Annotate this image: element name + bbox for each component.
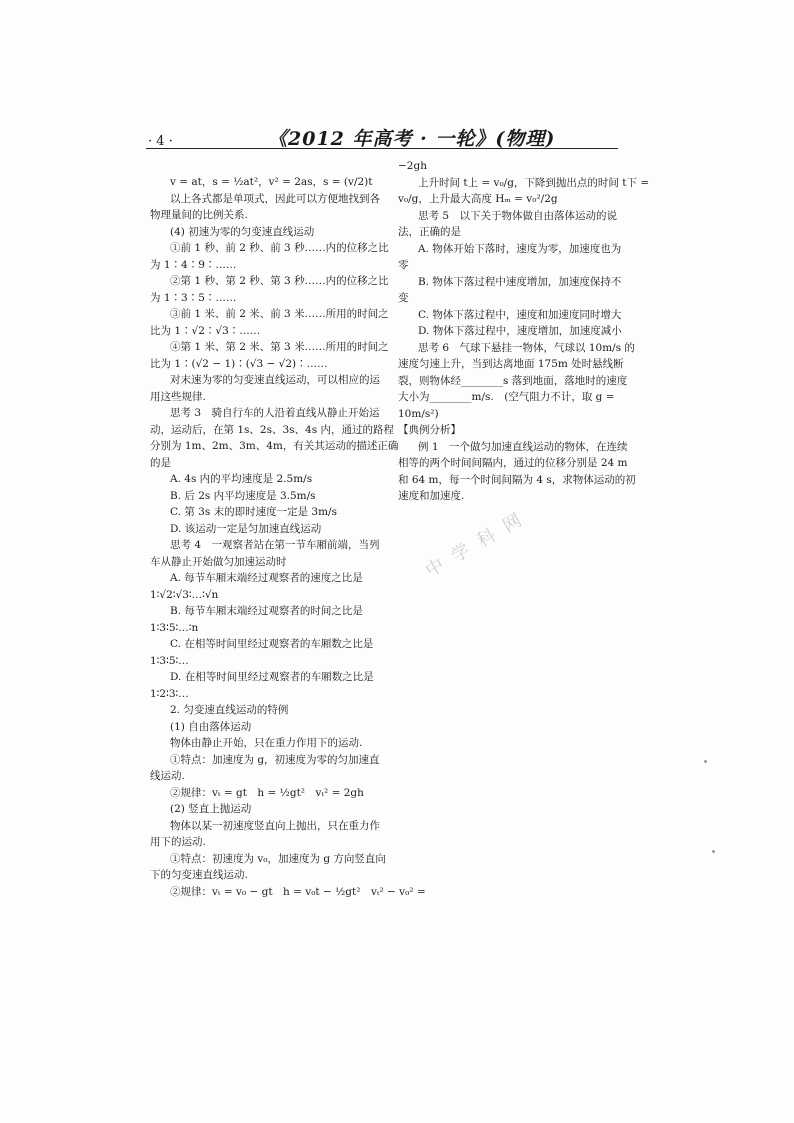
text-line: 物体由静止开始，只在重力作用下的运动.	[170, 737, 363, 749]
text-line: (1) 自由落体运动	[170, 720, 252, 733]
text-line: 裂，则物体经________s 落到地面，落地时的速度	[398, 374, 628, 387]
text-line: B. 每节车厢末端经过观察者的时间之比是	[170, 605, 363, 617]
text-line: C. 在相等时间里经过观察者的车厢数之比是	[170, 638, 374, 650]
text-line: D. 物体下落过程中，速度增加，加速度减小	[418, 325, 622, 337]
text-line: 思考 5 以下关于物体做自由落体运动的说	[418, 209, 618, 222]
text-line: ①前 1 秒、前 2 秒、前 3 秒……内的位移之比	[170, 242, 389, 254]
text-line: ④第 1 米、第 2 米、第 3 米……所用的时间之	[170, 341, 389, 353]
text-line: C. 第 3s 末的即时速度一定是 3m/s	[170, 506, 337, 518]
text-line: 和 64 m，每一个时间间隔为 4 s，求物体运动的初	[398, 473, 636, 486]
text-line: ②第 1 秒、第 2 秒、第 3 秒……内的位移之比	[170, 275, 389, 287]
text-line: B. 物体下落过程中速度增加，加速度保持不	[418, 275, 622, 288]
text-line: 用下的运动.	[150, 836, 206, 848]
text-line: 的是	[150, 456, 171, 469]
text-line: 线运动.	[150, 770, 185, 782]
text-line: 思考 3 骑自行车的人沿着直线从静止开始运	[170, 407, 380, 419]
text-line: 动，运动后，在第 1s、2s、3s、4s 内，通过的路程	[150, 423, 394, 436]
text-line: 比为 1∶(√2 − 1)∶(√3 − √2)∶……	[150, 357, 328, 370]
text-line: 1∶2∶3∶…	[150, 687, 189, 700]
text-line: ①特点：初速度为 v₀，加速度为 g 方向竖直向	[170, 852, 386, 865]
text-line: 1∶3∶5∶…	[150, 654, 189, 667]
scan-speck	[704, 760, 707, 763]
header-rule	[146, 148, 618, 149]
text-line: 法，正确的是	[398, 226, 461, 238]
text-line: 【典例分析】	[398, 424, 461, 436]
text-line: 为 1∶3∶5∶……	[150, 291, 237, 304]
text-line: A. 物体开始下落时，速度为零，加速度也为	[418, 242, 622, 255]
text-line: 变	[398, 292, 409, 304]
text-line: 下的匀变速直线运动.	[150, 869, 248, 881]
text-line: 为 1∶4∶9∶……	[150, 258, 237, 271]
text-line: 比为 1∶√2∶√3∶……	[150, 324, 261, 337]
text-line: −2gh	[398, 160, 427, 172]
text-line: v = at，s = ½at²，v² = 2as，s = (v/2)t	[170, 176, 373, 188]
text-line: ①特点：加速度为 g，初速度为零的匀加速直	[170, 753, 380, 766]
text-line: ②规律：vₜ = v₀ − gt h = v₀t − ½gt² vₜ² − v₀² =	[170, 885, 426, 898]
text-line: 思考 4 一观察者站在第一节车厢前端，当列	[170, 539, 380, 551]
page-title: 《2012 年高考 · 一轮》(物理)	[268, 128, 556, 150]
text-line: A. 每节车厢末端经过观察者的速度之比是	[170, 572, 363, 584]
watermark: 中 学 科 网	[422, 508, 528, 582]
text-line: 相等的两个时间间隔内，通过的位移分别是 24 m	[398, 457, 628, 469]
text-line: B. 后 2s 内平均速度是 3.5m/s	[170, 489, 316, 502]
text-line: 速度和加速度.	[398, 490, 465, 502]
text-line: 物体以某一初速度竖直向上抛出，只在重力作	[170, 819, 380, 832]
text-line: 10m/s²)	[398, 407, 439, 420]
text-line: 物理量间的比例关系.	[150, 209, 248, 221]
text-line: 零	[398, 259, 409, 271]
text-line: (2) 竖直上抛运动	[170, 803, 252, 815]
text-line: 速度匀速上升，当到达离地面 175m 处时悬线断	[398, 358, 624, 370]
text-line: 例 1 一个做匀加速直线运动的物体，在连续	[418, 440, 628, 453]
text-line: 2. 匀变速直线运动的特例	[170, 704, 289, 716]
text-line: A. 4s 内的平均速度是 2.5m/s	[170, 473, 313, 485]
text-line: 分别为 1m、2m、3m、4m，有关其运动的描述正确	[150, 440, 399, 452]
text-line: v₀/g，上升最大高度 Hₘ = v₀²/2g	[398, 193, 558, 205]
text-line: 大小为________m/s. (空气阻力不计，取 g =	[398, 391, 615, 403]
text-line: ③前 1 米、前 2 米、前 3 米……所用的时间之	[170, 308, 389, 320]
text-line: (4) 初速为零的匀变速直线运动	[170, 225, 315, 238]
text-line: 思考 6 气球下悬挂一物体，气球以 10m/s 的	[418, 341, 635, 354]
text-line: D. 该运动一定是匀加速直线运动	[170, 522, 322, 535]
text-line: C. 物体下落过程中，速度和加速度同时增大	[418, 308, 622, 321]
text-line: 以上各式都是单项式，因此可以方便地找到各	[170, 192, 380, 205]
text-line: 对末速为零的匀变速直线运动，可以相应的运	[170, 374, 380, 386]
text-line: 1∶√2∶√3∶…∶√n	[150, 588, 219, 601]
page-number: · 4 ·	[148, 134, 173, 149]
text-line: 车从静止开始做匀加速运动时	[150, 555, 287, 568]
right-column	[398, 158, 650, 505]
text-line: 上升时间 t上 = v₀/g，下降到抛出点的时间 t下 =	[418, 176, 650, 189]
text-line: D. 在相等时间里经过观察者的车厢数之比是	[170, 671, 374, 683]
text-line: ②规律：vₜ = gt h = ½gt² vₜ² = 2gh	[170, 786, 364, 799]
scan-speck	[712, 850, 715, 853]
text-line: 用这些规律.	[150, 390, 206, 403]
text-line: 1∶3∶5∶…∶n	[150, 621, 199, 634]
